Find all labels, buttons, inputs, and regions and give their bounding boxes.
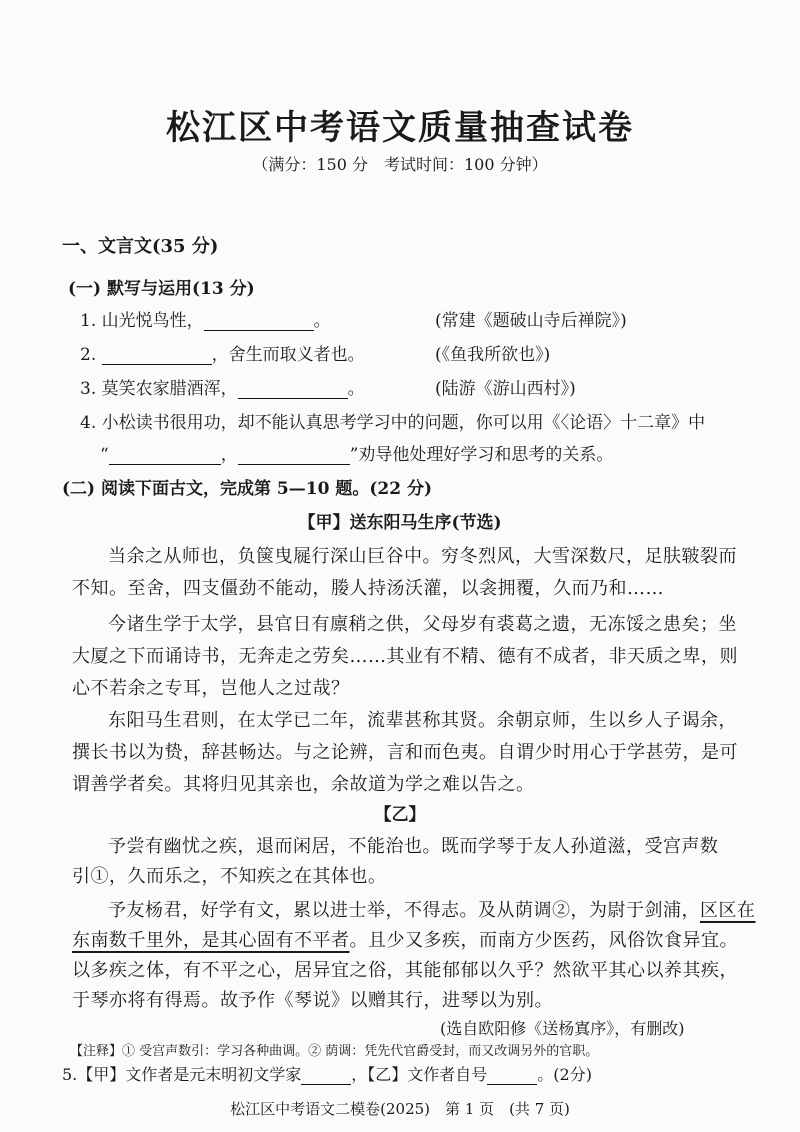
answer-blank[interactable] xyxy=(102,346,212,365)
passage-line xyxy=(72,926,738,952)
passage-text: 。且少又多疾，而南方少医药，风俗饮食异宜。 xyxy=(349,930,738,951)
question-3-source: (陆游《游山西村》) xyxy=(435,379,576,399)
passage-jia-title: 【甲】送东阳马生序(节选) xyxy=(298,513,502,533)
question-4-line1: 4. 小松读书很用功，却不能认真思考学习中的问题，你可以用《〈论语〉十二章》中 xyxy=(80,413,706,433)
passage-line: 以多疾之体，有不平之心，居异宜之俗，其能郁郁以久乎？然欲平其心以养其疾， xyxy=(72,960,738,981)
exam-subtitle: （满分：150 分 考试时间：100 分钟） xyxy=(252,155,548,174)
answer-blank[interactable] xyxy=(109,446,221,465)
passage-source: (选自欧阳修《送杨寘序》，有删改) xyxy=(440,1019,685,1038)
passage-line: 谓善学者矣。其将归见其亲也，余故道为学之难以告之。 xyxy=(72,774,535,795)
question-4-line2 xyxy=(100,440,613,465)
question-1 xyxy=(80,306,331,331)
question-5 xyxy=(62,1062,592,1085)
answer-blank[interactable] xyxy=(204,312,314,331)
underlined-sentence: 东南数千里外，是其心固有不平者 xyxy=(72,930,350,951)
part1-heading: (一) 默写与运用(13 分) xyxy=(68,279,255,299)
underlined-sentence: 区区在 xyxy=(700,900,756,921)
passage-line: 大厦之下而诵诗书，无奔走之劳矣……其业有不精、德有不成者，非天质之卑，则 xyxy=(72,646,738,667)
section-heading: 一、文言文(35 分) xyxy=(62,236,219,257)
passage-line: 东阳马生君则，在太学已二年，流辈甚称其贤。余朝京师，生以乡人子谒余， xyxy=(108,710,737,731)
question-5-text: 5.【甲】文作者是元末明初文学家 xyxy=(62,1065,302,1084)
passage-text: 予友杨君，好学有文，累以进士举，不得志。及从荫调②，为尉于剑浦， xyxy=(108,900,700,921)
question-3-text: 3. 莫笑农家腊酒浑， xyxy=(80,379,238,399)
passage-line: 予尝有幽忧之疾，退而闲居，不能治也。既而学琴于友人孙道滋，受宫声数 xyxy=(108,836,719,857)
question-1-source: (常建《题破山寺后禅院》) xyxy=(435,311,627,331)
quote-open: “ xyxy=(100,445,109,465)
page-title: 松江区中考语文质量抽查试卷 xyxy=(166,108,634,148)
question-2 xyxy=(80,340,365,365)
question-2-text: ，舍生而取义者也。 xyxy=(211,345,365,365)
question-2-number: 2. xyxy=(80,345,102,365)
answer-blank[interactable] xyxy=(238,380,348,399)
passage-line: 引①，久而乐之，不知疾之在其体也。 xyxy=(72,866,387,887)
answer-blank[interactable] xyxy=(238,446,350,465)
passage-line: 于琴亦将有得焉。故予作《琴说》以赠其行，进琴以为别。 xyxy=(72,990,553,1011)
question-2-source: (《鱼我所欲也》) xyxy=(435,345,551,365)
question-5-text: ，【乙】文作者自号 xyxy=(351,1065,488,1084)
question-4-text: ”劝导他处理好学习和思考的关系。 xyxy=(349,445,614,465)
question-5-score: 。(2分) xyxy=(537,1065,592,1084)
passage-line xyxy=(72,896,756,922)
passage-line: 当余之从师也，负箧曳屣行深山巨谷中。穷冬烈风，大雪深数尺，足肤皲裂而 xyxy=(108,546,737,567)
passage-line: 不知。至舍，四支僵劲不能动，媵人持汤沃灌，以衾拥覆，久而乃和…… xyxy=(72,578,664,599)
question-3 xyxy=(80,374,365,399)
page-footer: 松江区中考语文二模卷(2025) 第 1 页 (共 7 页) xyxy=(230,1100,570,1118)
passage-yi-title: 【乙】 xyxy=(374,805,426,825)
quote-comma: ， xyxy=(220,445,238,465)
question-3-end: 。 xyxy=(347,379,365,399)
part2-heading: (二) 阅读下面古文，完成第 5—10 题。(22 分) xyxy=(62,479,432,499)
annotation-notes: 【注释】① 受宫声数引：学习各种曲调。② 荫调：凭先代官爵受封，而又改调另外的官职。 xyxy=(70,1044,599,1059)
answer-blank[interactable] xyxy=(301,1068,351,1085)
answer-blank[interactable] xyxy=(487,1068,537,1085)
passage-line: 今诸生学于太学，县官日有廪稍之供，父母岁有裘葛之遗，无冻馁之患矣；坐 xyxy=(108,614,737,635)
passage-line: 心不若余之专耳，岂他人之过哉？ xyxy=(72,678,350,699)
question-1-text: 1. 山光悦鸟性， xyxy=(80,311,204,331)
question-1-end: 。 xyxy=(313,311,331,331)
passage-line: 撰长书以为贽，辞甚畅达。与之论辨，言和而色夷。自谓少时用心于学甚劳，是可 xyxy=(72,742,738,763)
